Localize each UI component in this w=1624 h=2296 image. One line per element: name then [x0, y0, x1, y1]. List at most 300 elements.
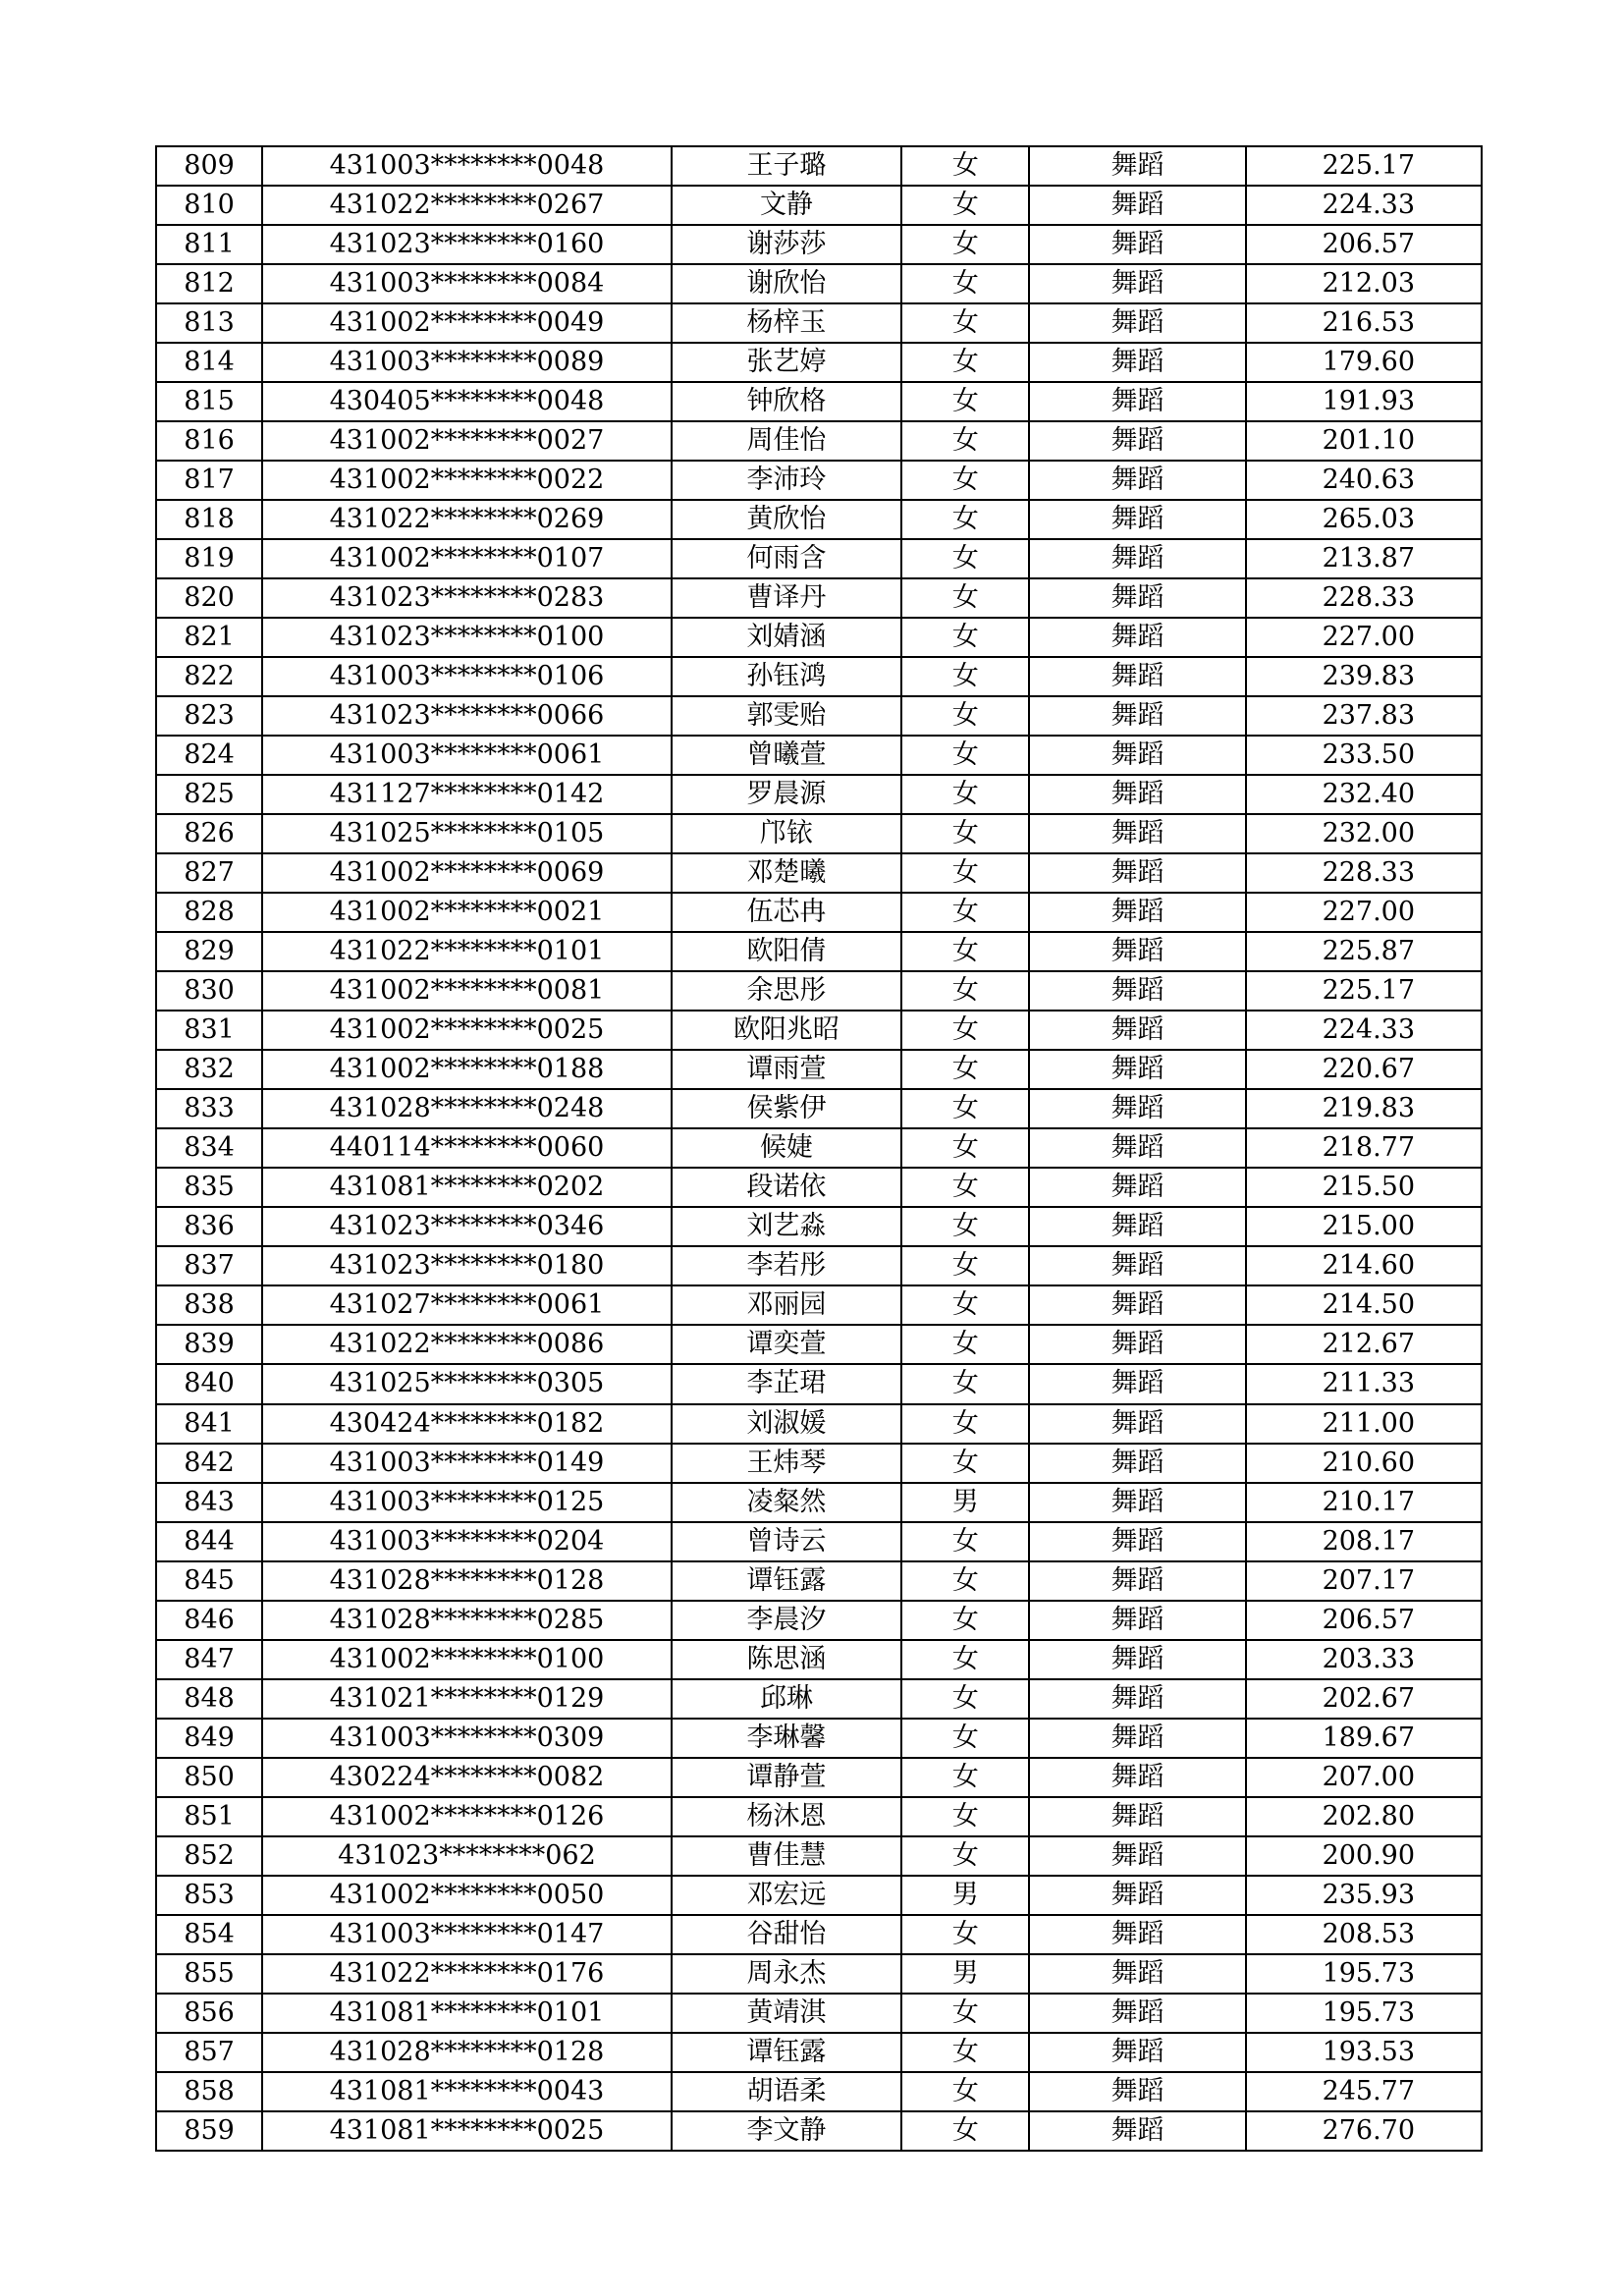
gender-cell: 女 — [901, 1050, 1029, 1089]
score-cell: 195.73 — [1246, 1994, 1482, 2033]
gender-cell: 女 — [901, 186, 1029, 225]
row-number-cell: 846 — [156, 1601, 262, 1640]
category-cell: 舞蹈 — [1029, 618, 1245, 657]
score-cell: 206.57 — [1246, 225, 1482, 264]
score-cell: 216.53 — [1246, 303, 1482, 343]
table-row — [156, 1640, 1482, 1679]
row-number-cell: 843 — [156, 1483, 262, 1522]
table-row — [156, 1994, 1482, 2033]
row-number-cell: 856 — [156, 1994, 262, 2033]
student-name-cell: 谭钰露 — [672, 1561, 901, 1601]
score-cell: 228.33 — [1246, 578, 1482, 618]
student-name-cell: 谭钰露 — [672, 2033, 901, 2072]
row-number-cell: 844 — [156, 1522, 262, 1561]
row-number-cell: 814 — [156, 343, 262, 382]
student-name-cell: 刘淑媛 — [672, 1404, 901, 1444]
table-row — [156, 736, 1482, 775]
category-cell: 舞蹈 — [1029, 186, 1245, 225]
table-row — [156, 2111, 1482, 2151]
id-number-cell: 430424********0182 — [262, 1404, 672, 1444]
category-cell: 舞蹈 — [1029, 539, 1245, 578]
row-number-cell: 837 — [156, 1246, 262, 1285]
table-row — [156, 186, 1482, 225]
id-number-cell: 431003********0048 — [262, 146, 672, 186]
gender-cell: 女 — [901, 1836, 1029, 1876]
student-name-cell: 张艺婷 — [672, 343, 901, 382]
score-cell: 233.50 — [1246, 736, 1482, 775]
category-cell: 舞蹈 — [1029, 736, 1245, 775]
id-number-cell: 440114********0060 — [262, 1128, 672, 1168]
table-row — [156, 578, 1482, 618]
student-name-cell: 黄靖淇 — [672, 1994, 901, 2033]
table-body — [156, 146, 1482, 2151]
score-cell: 215.50 — [1246, 1168, 1482, 1207]
row-number-cell: 848 — [156, 1679, 262, 1719]
score-cell: 208.17 — [1246, 1522, 1482, 1561]
row-number-cell: 852 — [156, 1836, 262, 1876]
category-cell: 舞蹈 — [1029, 1758, 1245, 1797]
student-name-cell: 谭奕萱 — [672, 1325, 901, 1364]
category-cell: 舞蹈 — [1029, 2072, 1245, 2111]
score-cell: 245.77 — [1246, 2072, 1482, 2111]
category-cell: 舞蹈 — [1029, 1404, 1245, 1444]
gender-cell: 女 — [901, 1285, 1029, 1325]
id-number-cell: 431081********0202 — [262, 1168, 672, 1207]
student-name-cell: 钟欣格 — [672, 382, 901, 421]
gender-cell: 女 — [901, 1915, 1029, 1954]
category-cell: 舞蹈 — [1029, 1876, 1245, 1915]
category-cell: 舞蹈 — [1029, 1994, 1245, 2033]
gender-cell: 女 — [901, 814, 1029, 853]
row-number-cell: 855 — [156, 1954, 262, 1994]
student-name-cell: 周佳怡 — [672, 421, 901, 461]
gender-cell: 女 — [901, 461, 1029, 500]
student-name-cell: 凌粲然 — [672, 1483, 901, 1522]
student-name-cell: 李芷珺 — [672, 1364, 901, 1403]
category-cell: 舞蹈 — [1029, 971, 1245, 1011]
id-number-cell: 431028********0285 — [262, 1601, 672, 1640]
category-cell: 舞蹈 — [1029, 1601, 1245, 1640]
gender-cell: 女 — [901, 421, 1029, 461]
row-number-cell: 853 — [156, 1876, 262, 1915]
id-number-cell: 431081********0043 — [262, 2072, 672, 2111]
score-cell: 224.33 — [1246, 186, 1482, 225]
id-number-cell: 431002********0025 — [262, 1011, 672, 1050]
row-number-cell: 859 — [156, 2111, 262, 2151]
table-row — [156, 1050, 1482, 1089]
row-number-cell: 828 — [156, 893, 262, 932]
table-row — [156, 971, 1482, 1011]
score-cell: 195.73 — [1246, 1954, 1482, 1994]
category-cell: 舞蹈 — [1029, 893, 1245, 932]
gender-cell: 女 — [901, 1561, 1029, 1601]
id-number-cell: 431028********0248 — [262, 1089, 672, 1128]
gender-cell: 女 — [901, 736, 1029, 775]
student-name-cell: 文静 — [672, 186, 901, 225]
category-cell: 舞蹈 — [1029, 1444, 1245, 1483]
gender-cell: 女 — [901, 303, 1029, 343]
row-number-cell: 858 — [156, 2072, 262, 2111]
row-number-cell: 829 — [156, 932, 262, 971]
gender-cell: 女 — [901, 696, 1029, 736]
score-cell: 214.50 — [1246, 1285, 1482, 1325]
id-number-cell: 431003********0204 — [262, 1522, 672, 1561]
student-name-cell: 陈思涵 — [672, 1640, 901, 1679]
id-number-cell: 431003********0061 — [262, 736, 672, 775]
student-name-cell: 曹译丹 — [672, 578, 901, 618]
table-row — [156, 1758, 1482, 1797]
id-number-cell: 431022********0267 — [262, 186, 672, 225]
table-row — [156, 421, 1482, 461]
row-number-cell: 840 — [156, 1364, 262, 1403]
category-cell: 舞蹈 — [1029, 1719, 1245, 1758]
student-name-cell: 李沛玲 — [672, 461, 901, 500]
row-number-cell: 811 — [156, 225, 262, 264]
table-row — [156, 2072, 1482, 2111]
category-cell: 舞蹈 — [1029, 1168, 1245, 1207]
score-cell: 240.63 — [1246, 461, 1482, 500]
table-row — [156, 1522, 1482, 1561]
table-row — [156, 1915, 1482, 1954]
gender-cell: 女 — [901, 1168, 1029, 1207]
score-cell: 210.60 — [1246, 1444, 1482, 1483]
id-number-cell: 431002********0100 — [262, 1640, 672, 1679]
id-number-cell: 431003********0084 — [262, 264, 672, 303]
row-number-cell: 842 — [156, 1444, 262, 1483]
id-number-cell: 431003********0125 — [262, 1483, 672, 1522]
gender-cell: 女 — [901, 1994, 1029, 2033]
score-cell: 220.67 — [1246, 1050, 1482, 1089]
category-cell: 舞蹈 — [1029, 225, 1245, 264]
score-cell: 218.77 — [1246, 1128, 1482, 1168]
id-number-cell: 431021********0129 — [262, 1679, 672, 1719]
score-cell: 214.60 — [1246, 1246, 1482, 1285]
id-number-cell: 431002********0069 — [262, 853, 672, 893]
student-name-cell: 谭雨萱 — [672, 1050, 901, 1089]
category-cell: 舞蹈 — [1029, 1915, 1245, 1954]
category-cell: 舞蹈 — [1029, 775, 1245, 814]
table-row — [156, 1601, 1482, 1640]
id-number-cell: 431081********0025 — [262, 2111, 672, 2151]
gender-cell: 女 — [901, 2033, 1029, 2072]
row-number-cell: 832 — [156, 1050, 262, 1089]
gender-cell: 女 — [901, 1325, 1029, 1364]
score-table — [155, 145, 1483, 2152]
id-number-cell: 431003********0149 — [262, 1444, 672, 1483]
table-row — [156, 343, 1482, 382]
score-cell: 227.00 — [1246, 893, 1482, 932]
category-cell: 舞蹈 — [1029, 264, 1245, 303]
score-cell: 225.17 — [1246, 146, 1482, 186]
student-name-cell: 邓宏远 — [672, 1876, 901, 1915]
gender-cell: 女 — [901, 1011, 1029, 1050]
gender-cell: 女 — [901, 382, 1029, 421]
table-row — [156, 1954, 1482, 1994]
id-number-cell: 431127********0142 — [262, 775, 672, 814]
student-name-cell: 李文静 — [672, 2111, 901, 2151]
score-cell: 211.33 — [1246, 1364, 1482, 1403]
table-row — [156, 1444, 1482, 1483]
table-row — [156, 1836, 1482, 1876]
student-name-cell: 刘艺淼 — [672, 1207, 901, 1246]
id-number-cell: 431022********0086 — [262, 1325, 672, 1364]
table-row — [156, 382, 1482, 421]
id-number-cell: 431028********0128 — [262, 2033, 672, 2072]
student-name-cell: 郭雯贻 — [672, 696, 901, 736]
gender-cell: 男 — [901, 1876, 1029, 1915]
category-cell: 舞蹈 — [1029, 303, 1245, 343]
table-row — [156, 1404, 1482, 1444]
category-cell: 舞蹈 — [1029, 696, 1245, 736]
gender-cell: 女 — [901, 578, 1029, 618]
score-cell: 203.33 — [1246, 1640, 1482, 1679]
id-number-cell: 431002********0022 — [262, 461, 672, 500]
gender-cell: 女 — [901, 2072, 1029, 2111]
student-name-cell: 李若彤 — [672, 1246, 901, 1285]
table-row — [156, 1561, 1482, 1601]
id-number-cell: 431002********0107 — [262, 539, 672, 578]
table-row — [156, 775, 1482, 814]
student-name-cell: 胡语柔 — [672, 2072, 901, 2111]
table-row — [156, 1679, 1482, 1719]
category-cell: 舞蹈 — [1029, 1207, 1245, 1246]
id-number-cell: 431023********0066 — [262, 696, 672, 736]
gender-cell: 女 — [901, 343, 1029, 382]
gender-cell: 女 — [901, 1601, 1029, 1640]
table-row — [156, 893, 1482, 932]
score-cell: 225.17 — [1246, 971, 1482, 1011]
table-row — [156, 1128, 1482, 1168]
category-cell: 舞蹈 — [1029, 343, 1245, 382]
table-row — [156, 539, 1482, 578]
score-cell: 200.90 — [1246, 1836, 1482, 1876]
category-cell: 舞蹈 — [1029, 1128, 1245, 1168]
student-name-cell: 孙钰鸿 — [672, 657, 901, 696]
score-cell: 210.17 — [1246, 1483, 1482, 1522]
row-number-cell: 825 — [156, 775, 262, 814]
row-number-cell: 821 — [156, 618, 262, 657]
gender-cell: 女 — [901, 1364, 1029, 1403]
category-cell: 舞蹈 — [1029, 1640, 1245, 1679]
student-name-cell: 曾诗云 — [672, 1522, 901, 1561]
id-number-cell: 431023********0160 — [262, 225, 672, 264]
id-number-cell: 430405********0048 — [262, 382, 672, 421]
category-cell: 舞蹈 — [1029, 578, 1245, 618]
table-row — [156, 1719, 1482, 1758]
row-number-cell: 824 — [156, 736, 262, 775]
gender-cell: 女 — [901, 971, 1029, 1011]
student-name-cell: 杨沐恩 — [672, 1797, 901, 1836]
id-number-cell: 431002********0126 — [262, 1797, 672, 1836]
id-number-cell: 431028********0128 — [262, 1561, 672, 1601]
score-cell: 201.10 — [1246, 421, 1482, 461]
gender-cell: 女 — [901, 500, 1029, 539]
score-cell: 212.03 — [1246, 264, 1482, 303]
score-cell: 212.67 — [1246, 1325, 1482, 1364]
row-number-cell: 812 — [156, 264, 262, 303]
score-cell: 202.80 — [1246, 1797, 1482, 1836]
student-name-cell: 欧阳兆昭 — [672, 1011, 901, 1050]
student-name-cell: 谭静萱 — [672, 1758, 901, 1797]
score-cell: 227.00 — [1246, 618, 1482, 657]
id-number-cell: 431003********0106 — [262, 657, 672, 696]
table-row — [156, 1876, 1482, 1915]
row-number-cell: 830 — [156, 971, 262, 1011]
row-number-cell: 817 — [156, 461, 262, 500]
gender-cell: 女 — [901, 264, 1029, 303]
score-cell: 265.03 — [1246, 500, 1482, 539]
category-cell: 舞蹈 — [1029, 1089, 1245, 1128]
table-row — [156, 225, 1482, 264]
category-cell: 舞蹈 — [1029, 1011, 1245, 1050]
category-cell: 舞蹈 — [1029, 1797, 1245, 1836]
id-number-cell: 431022********0101 — [262, 932, 672, 971]
row-number-cell: 845 — [156, 1561, 262, 1601]
id-number-cell: 431023********0100 — [262, 618, 672, 657]
student-name-cell: 伍芯冉 — [672, 893, 901, 932]
category-cell: 舞蹈 — [1029, 1364, 1245, 1403]
gender-cell: 女 — [901, 618, 1029, 657]
row-number-cell: 823 — [156, 696, 262, 736]
row-number-cell: 836 — [156, 1207, 262, 1246]
score-cell: 208.53 — [1246, 1915, 1482, 1954]
category-cell: 舞蹈 — [1029, 1050, 1245, 1089]
table-row — [156, 264, 1482, 303]
student-name-cell: 曾曦萱 — [672, 736, 901, 775]
table-row — [156, 146, 1482, 186]
id-number-cell: 431022********0269 — [262, 500, 672, 539]
row-number-cell: 850 — [156, 1758, 262, 1797]
id-number-cell: 431023********062 — [262, 1836, 672, 1876]
row-number-cell: 847 — [156, 1640, 262, 1679]
id-number-cell: 431003********0147 — [262, 1915, 672, 1954]
gender-cell: 男 — [901, 1483, 1029, 1522]
student-name-cell: 邓楚曦 — [672, 853, 901, 893]
table-row — [156, 1364, 1482, 1403]
gender-cell: 女 — [901, 775, 1029, 814]
score-cell: 228.33 — [1246, 853, 1482, 893]
row-number-cell: 827 — [156, 853, 262, 893]
score-cell: 219.83 — [1246, 1089, 1482, 1128]
student-name-cell: 邝铱 — [672, 814, 901, 853]
gender-cell: 女 — [901, 539, 1029, 578]
id-number-cell: 431002********0081 — [262, 971, 672, 1011]
category-cell: 舞蹈 — [1029, 461, 1245, 500]
table-row — [156, 2033, 1482, 2072]
category-cell: 舞蹈 — [1029, 853, 1245, 893]
student-name-cell: 段诺依 — [672, 1168, 901, 1207]
row-number-cell: 813 — [156, 303, 262, 343]
student-name-cell: 李琳馨 — [672, 1719, 901, 1758]
category-cell: 舞蹈 — [1029, 146, 1245, 186]
score-cell: 202.67 — [1246, 1679, 1482, 1719]
gender-cell: 女 — [901, 1719, 1029, 1758]
id-number-cell: 431002********0027 — [262, 421, 672, 461]
score-cell: 215.00 — [1246, 1207, 1482, 1246]
id-number-cell: 431002********0050 — [262, 1876, 672, 1915]
student-name-cell: 刘婧涵 — [672, 618, 901, 657]
student-name-cell: 谢莎莎 — [672, 225, 901, 264]
score-cell: 206.57 — [1246, 1601, 1482, 1640]
table-row — [156, 1797, 1482, 1836]
row-number-cell: 854 — [156, 1915, 262, 1954]
table-row — [156, 1246, 1482, 1285]
student-name-cell: 余思彤 — [672, 971, 901, 1011]
table-row — [156, 853, 1482, 893]
student-name-cell: 候婕 — [672, 1128, 901, 1168]
id-number-cell: 431023********0346 — [262, 1207, 672, 1246]
row-number-cell: 822 — [156, 657, 262, 696]
score-cell: 224.33 — [1246, 1011, 1482, 1050]
gender-cell: 女 — [901, 893, 1029, 932]
id-number-cell: 431003********0309 — [262, 1719, 672, 1758]
score-cell: 207.00 — [1246, 1758, 1482, 1797]
score-cell: 232.00 — [1246, 814, 1482, 853]
score-cell: 225.87 — [1246, 932, 1482, 971]
gender-cell: 女 — [901, 853, 1029, 893]
category-cell: 舞蹈 — [1029, 814, 1245, 853]
score-cell: 193.53 — [1246, 2033, 1482, 2072]
score-cell: 191.93 — [1246, 382, 1482, 421]
student-name-cell: 杨梓玉 — [672, 303, 901, 343]
row-number-cell: 851 — [156, 1797, 262, 1836]
category-cell: 舞蹈 — [1029, 1679, 1245, 1719]
gender-cell: 女 — [901, 932, 1029, 971]
student-name-cell: 何雨含 — [672, 539, 901, 578]
row-number-cell: 835 — [156, 1168, 262, 1207]
gender-cell: 女 — [901, 1679, 1029, 1719]
row-number-cell: 810 — [156, 186, 262, 225]
gender-cell: 女 — [901, 1640, 1029, 1679]
table-row — [156, 461, 1482, 500]
gender-cell: 女 — [901, 225, 1029, 264]
id-number-cell: 431002********0049 — [262, 303, 672, 343]
gender-cell: 女 — [901, 657, 1029, 696]
row-number-cell: 826 — [156, 814, 262, 853]
gender-cell: 女 — [901, 1089, 1029, 1128]
gender-cell: 女 — [901, 1444, 1029, 1483]
category-cell: 舞蹈 — [1029, 500, 1245, 539]
row-number-cell: 838 — [156, 1285, 262, 1325]
row-number-cell: 809 — [156, 146, 262, 186]
score-cell: 232.40 — [1246, 775, 1482, 814]
student-name-cell: 李晨汐 — [672, 1601, 901, 1640]
row-number-cell: 831 — [156, 1011, 262, 1050]
category-cell: 舞蹈 — [1029, 1836, 1245, 1876]
student-name-cell: 周永杰 — [672, 1954, 901, 1994]
gender-cell: 女 — [901, 1404, 1029, 1444]
table-row — [156, 1325, 1482, 1364]
table-row — [156, 1089, 1482, 1128]
category-cell: 舞蹈 — [1029, 1246, 1245, 1285]
score-cell: 239.83 — [1246, 657, 1482, 696]
row-number-cell: 839 — [156, 1325, 262, 1364]
table-row — [156, 696, 1482, 736]
row-number-cell: 820 — [156, 578, 262, 618]
gender-cell: 女 — [901, 146, 1029, 186]
score-cell: 237.83 — [1246, 696, 1482, 736]
category-cell: 舞蹈 — [1029, 657, 1245, 696]
table-row — [156, 657, 1482, 696]
table-row — [156, 1285, 1482, 1325]
row-number-cell: 834 — [156, 1128, 262, 1168]
row-number-cell: 857 — [156, 2033, 262, 2072]
table-row — [156, 303, 1482, 343]
id-number-cell: 431002********0021 — [262, 893, 672, 932]
score-cell: 189.67 — [1246, 1719, 1482, 1758]
id-number-cell: 431023********0180 — [262, 1246, 672, 1285]
category-cell: 舞蹈 — [1029, 382, 1245, 421]
